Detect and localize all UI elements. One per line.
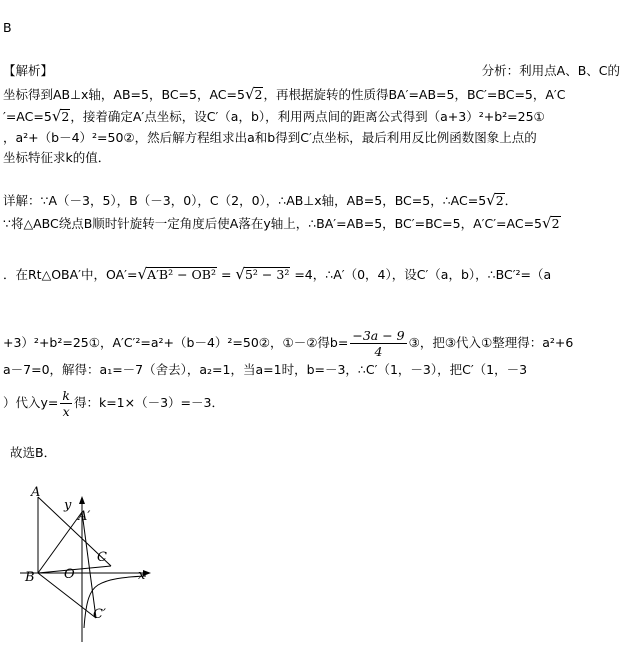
radical-sign: √ <box>235 265 245 283</box>
radical-sign: √ <box>244 85 255 103</box>
text-run: ）代入y= <box>3 395 59 410</box>
conclusion: 故选B． <box>10 445 57 460</box>
solution-line-4 <box>3 328 573 359</box>
radical-sign: √ <box>51 107 62 125</box>
label-O: O <box>64 567 75 582</box>
text-run: ，再根据旋转的性质得BA′=AB=5，BC′=BC=5，A′C <box>263 87 566 102</box>
text-run: ∵将△ABC绕点B顺时针旋转一定角度后使A落在y轴上，∴BA′=AB=5，BC′=BC=5，A′C′=AC=5 <box>3 216 542 231</box>
denominator: 4 <box>374 344 383 359</box>
label-y: y <box>64 498 72 513</box>
analysis-line-4: 坐标特征求k的值． <box>3 150 111 165</box>
solution-line-6 <box>3 388 224 419</box>
analysis-summary: 分析：利用点A、B、C的 <box>481 63 620 78</box>
segment-A1C1 <box>82 512 96 618</box>
numerator: k <box>62 388 70 403</box>
text-run: ′=AC=5 <box>3 109 52 124</box>
y-axis-arrow <box>79 496 85 504</box>
text-run: 坐标得到AB⊥x轴，AB=5，BC=5，AC=5 <box>3 87 245 102</box>
text-run: +3）²+b²=25①，A′C′²=a²+（b－4）²=50②，①－②得b= <box>3 335 349 350</box>
denominator: x <box>62 404 70 419</box>
analysis-heading: 【解析】 <box>3 63 54 78</box>
text-run: =4，∴A′（0，4），设C′（a，b），∴BC′²=（a <box>290 267 552 282</box>
radicand: A′B² − OB² <box>147 267 216 282</box>
radical-sign: √ <box>137 265 148 283</box>
label-C: C <box>97 550 107 565</box>
text-run: = <box>217 267 236 282</box>
label-B: B <box>25 570 35 585</box>
radicand: 2 <box>551 216 560 231</box>
fraction <box>350 328 406 359</box>
text-run: ，接着确定A′点坐标，设C′（a，b），利用两点间的距离公式得到（a+3）²+b²=25① <box>70 109 545 124</box>
label-C1: C′ <box>93 607 106 622</box>
radicand: 2 <box>495 193 504 208</box>
radicand: 5² − 3² <box>244 267 290 282</box>
analysis-line-2 <box>3 108 545 125</box>
radical-sign: √ <box>542 214 552 232</box>
text-run: 详解：∵A（－3，5），B（－3，0），C（2，0），∴AB⊥x轴，AB=5，BC=5，∴AC=5 <box>3 193 487 208</box>
answer-label: B <box>3 20 12 35</box>
solution-line-3 <box>3 266 551 283</box>
analysis-line-3: ，a²+（b－4）²=50②，然后解方程组求出a和b得到C′点坐标，最后利用反比例函数图象上点的 <box>3 130 537 145</box>
segment-BA1 <box>38 512 82 573</box>
analysis-line-1 <box>3 86 566 103</box>
label-A1: A′ <box>78 509 91 524</box>
label-A: A <box>31 485 41 500</box>
label-x: x <box>138 568 146 583</box>
solution-line-5: a－7=0，解得：a₁=－7（舍去），a₂=1，当a=1时，b=－3，∴C′（1，－3），把C′（1，－3 <box>3 362 528 377</box>
text-run: ．在Rt△OBA′中，OA′= <box>3 267 138 282</box>
geometry-figure <box>18 480 178 650</box>
radical-sign: √ <box>486 191 496 209</box>
solution-line-1 <box>3 192 517 209</box>
radicand: 2 <box>254 87 263 102</box>
solution-line-2 <box>3 215 561 232</box>
text-run: ． <box>504 193 518 208</box>
radicand: 2 <box>61 109 70 124</box>
text-run: 得：k=1×（－3）=－3． <box>73 395 224 410</box>
fraction <box>60 388 72 419</box>
text-run: ③，把③代入①整理得：a²+6 <box>408 335 574 350</box>
numerator: −3a − 9 <box>352 328 405 343</box>
